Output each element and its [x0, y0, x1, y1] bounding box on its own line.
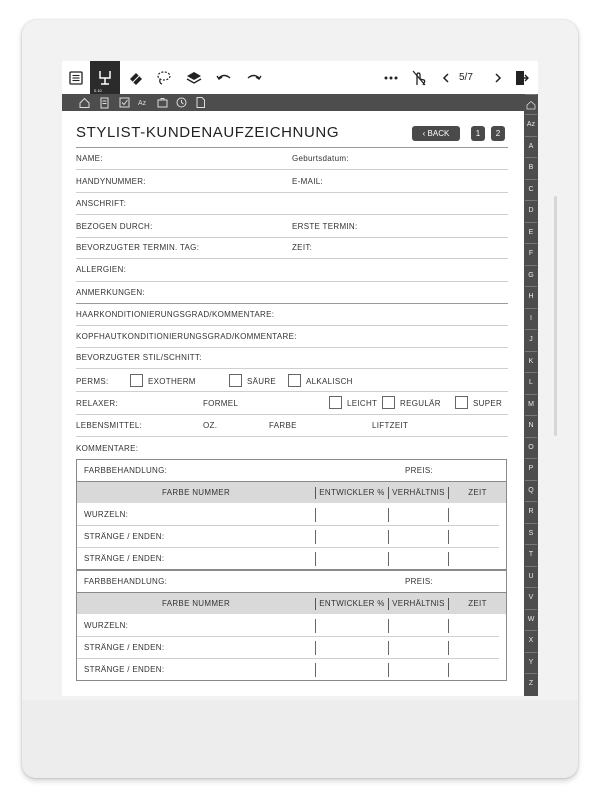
hair-condition-label: HAARKONDITIONIERUNGSGRAD/KOMMENTARE:: [76, 310, 275, 319]
liftzeit-label: LIFTZEIT: [372, 421, 409, 430]
color-treatment-table-1: [76, 459, 507, 570]
col-ratio: VERHÄLTNIS: [392, 488, 445, 497]
alkalisch-label: ALKALISCH: [306, 377, 353, 386]
row-divider: [76, 281, 508, 282]
tablet-bezel-bottom: [22, 700, 578, 778]
preferred-style-label: BEVORZUGTER STIL/SCHNITT:: [76, 353, 202, 362]
col-developer: ENTWICKLER %: [319, 488, 385, 497]
back-button[interactable]: [412, 126, 460, 141]
row-divider: [76, 214, 508, 215]
row-divider: [76, 368, 508, 369]
row-label: STRÄNGE / ENDEN:: [84, 665, 165, 674]
redo-icon[interactable]: [242, 61, 266, 94]
tab-letter[interactable]: K: [525, 351, 537, 372]
row-divider: [77, 636, 499, 637]
cell-divider: [448, 641, 449, 655]
home-icon[interactable]: [78, 96, 91, 109]
super-label: SUPER: [473, 399, 503, 408]
back-chevron-icon: ‹: [422, 129, 426, 138]
tab-letter[interactable]: G: [525, 265, 537, 286]
oz-label: OZ.: [203, 421, 218, 430]
name-label: NAME:: [76, 154, 103, 163]
cell-divider: [388, 552, 389, 566]
template-nav-strip: [62, 94, 538, 111]
checkbox-list-icon[interactable]: [118, 96, 131, 109]
regular-checkbox[interactable]: [382, 396, 395, 409]
exotherm-label: EXOTHERM: [148, 377, 196, 386]
leicht-checkbox[interactable]: [329, 396, 342, 409]
tab-letter[interactable]: Z: [525, 673, 537, 694]
lasso-icon[interactable]: [152, 61, 176, 94]
side-scrollbar[interactable]: [554, 196, 557, 436]
cell-divider: [448, 508, 449, 522]
cell-divider: [315, 663, 316, 677]
cell-divider: [315, 552, 316, 566]
col-color-number: FARBE NUMMER: [161, 599, 231, 608]
email-label: E-MAIL:: [292, 177, 323, 186]
toolbar: [62, 61, 538, 94]
tab-letter[interactable]: X: [525, 630, 537, 651]
perms-label: PERMS:: [76, 377, 109, 386]
farbe-label: FARBE: [269, 421, 297, 430]
row-divider: [76, 414, 508, 415]
color-treatment-label: FARBBEHANDLUNG:: [84, 466, 168, 475]
header-divider: [448, 598, 449, 610]
svg-text:Az: Az: [138, 100, 147, 107]
tablet-screen: [62, 61, 538, 696]
formel-label: FORMEL: [203, 399, 239, 408]
cell-divider: [448, 663, 449, 677]
row-divider: [76, 303, 508, 304]
page-2-button[interactable]: 2: [491, 126, 505, 141]
undo-icon[interactable]: [212, 61, 236, 94]
row-label: STRÄNGE / ENDEN:: [84, 643, 165, 652]
notes-label: ANMERKUNGEN:: [76, 288, 145, 297]
super-checkbox[interactable]: [455, 396, 468, 409]
layers-icon[interactable]: [182, 61, 206, 94]
history-icon[interactable]: [175, 96, 188, 109]
cell-divider: [448, 530, 449, 544]
row-divider: [76, 325, 508, 326]
page-1-button[interactable]: 1: [471, 126, 485, 141]
tab-letter[interactable]: O: [525, 437, 537, 458]
saure-checkbox[interactable]: [229, 374, 242, 387]
tab-letter[interactable]: L: [525, 372, 537, 393]
tab-letter[interactable]: I: [525, 308, 537, 329]
row-label: WURZELN:: [84, 510, 129, 519]
row-label: WURZELN:: [84, 621, 129, 630]
relaxer-label: RELAXER:: [76, 399, 118, 408]
cell-divider: [315, 508, 316, 522]
tab-letter[interactable]: N: [525, 415, 537, 436]
alphabet-index-icon[interactable]: [137, 96, 150, 109]
row-divider: [76, 169, 508, 170]
cell-divider: [315, 641, 316, 655]
cell-divider: [448, 619, 449, 633]
blank-page-icon[interactable]: [194, 96, 207, 109]
col-time: ZEIT: [468, 599, 487, 608]
tab-letter[interactable]: T: [525, 544, 537, 565]
mobile-label: HANDYNUMMER:: [76, 177, 146, 186]
tab-letter[interactable]: S: [525, 523, 537, 544]
page-title: STYLIST-KUNDENAUFZEICHNUNG: [76, 124, 340, 141]
header-divider: [315, 487, 316, 499]
row-divider: [77, 525, 499, 526]
tab-letter[interactable]: Q: [525, 480, 537, 501]
row-divider: [77, 658, 499, 659]
touch-toggle-icon[interactable]: [408, 61, 430, 94]
row-divider: [76, 436, 508, 437]
cell-divider: [388, 641, 389, 655]
cell-divider: [315, 530, 316, 544]
first-appointment-label: ERSTE TERMIN:: [292, 222, 358, 231]
header-divider: [388, 598, 389, 610]
tab-home-icon[interactable]: [525, 94, 537, 115]
row-divider: [76, 391, 508, 392]
col-ratio: VERHÄLTNIS: [392, 599, 445, 608]
pen-size-label: 0.10: [94, 88, 102, 93]
row-divider: [76, 258, 508, 259]
tab-letter[interactable]: C: [525, 179, 537, 200]
row-divider: [76, 192, 508, 193]
page-indicator: 5/7: [459, 72, 473, 83]
header-divider: [448, 487, 449, 499]
col-color-number: FARBE NUMMER: [161, 488, 231, 497]
tab-letter[interactable]: J: [525, 329, 537, 350]
price-label: PREIS:: [405, 577, 434, 586]
pen-tool-button[interactable]: [90, 61, 120, 94]
row-label: STRÄNGE / ENDEN:: [84, 554, 165, 563]
tab-letter[interactable]: E: [525, 222, 537, 243]
birthdate-label: Geburtsdatum:: [292, 154, 349, 163]
price-label: PREIS:: [405, 466, 434, 475]
alphabet-tabs: [524, 94, 538, 696]
row-divider: [76, 347, 508, 348]
alkalisch-checkbox[interactable]: [288, 374, 301, 387]
tab-letter[interactable]: D: [525, 200, 537, 221]
cell-divider: [315, 619, 316, 633]
next-page-icon[interactable]: [490, 61, 506, 94]
tab-letter[interactable]: H: [525, 286, 537, 307]
more-options-icon[interactable]: [380, 61, 402, 94]
lebensmittel-label: LEBENSMITTEL:: [76, 421, 143, 430]
tab-letter[interactable]: W: [525, 609, 537, 630]
regular-label: REGULÄR: [400, 399, 441, 408]
eraser-icon[interactable]: [124, 61, 148, 94]
tab-letter[interactable]: P: [525, 458, 537, 479]
previous-page-icon[interactable]: [438, 61, 454, 94]
header-divider: [388, 487, 389, 499]
header-divider: [315, 598, 316, 610]
tab-letter[interactable]: Y: [525, 652, 537, 673]
briefcase-icon[interactable]: [156, 96, 169, 109]
time-label: ZEIT:: [292, 243, 313, 252]
row-label: STRÄNGE / ENDEN:: [84, 532, 165, 541]
tab-letter[interactable]: R: [525, 501, 537, 522]
back-button-label: BACK: [427, 129, 450, 138]
kommentare-label: KOMMENTARE:: [76, 444, 139, 453]
tab-letter[interactable]: B: [525, 157, 537, 178]
tab-letter[interactable]: A: [525, 136, 537, 157]
clipboard-icon[interactable]: [98, 96, 111, 109]
cell-divider: [388, 619, 389, 633]
referred-by-label: BEZOGEN DURCH:: [76, 222, 153, 231]
tab-letter[interactable]: V: [525, 587, 537, 608]
address-label: ANSCHRIFT:: [76, 199, 127, 208]
color-treatment-label: FARBBEHANDLUNG:: [84, 577, 168, 586]
saure-label: SÄURE: [247, 377, 277, 386]
tab-letter[interactable]: M: [525, 394, 537, 415]
tab-letter[interactable]: Az: [525, 114, 537, 135]
leicht-label: LEICHT: [347, 399, 378, 408]
col-time: ZEIT: [468, 488, 487, 497]
cell-divider: [388, 663, 389, 677]
scalp-condition-label: KOPFHAUTKONDITIONIERUNGSGRAD/KOMMENTARE:: [76, 332, 297, 341]
document-menu-icon[interactable]: [64, 61, 88, 94]
preferred-day-label: BEVORZUGTER TERMIN. TAG:: [76, 243, 200, 252]
col-developer: ENTWICKLER %: [319, 599, 385, 608]
allergies-label: ALLERGIEN:: [76, 265, 127, 274]
color-treatment-table-2: [76, 570, 507, 681]
cell-divider: [388, 530, 389, 544]
exit-document-icon[interactable]: [512, 61, 532, 94]
cell-divider: [388, 508, 389, 522]
cell-divider: [448, 552, 449, 566]
row-divider: [77, 547, 499, 548]
exotherm-checkbox[interactable]: [130, 374, 143, 387]
title-underline: [76, 147, 508, 148]
tab-letter[interactable]: F: [525, 243, 537, 264]
tab-letter[interactable]: U: [525, 566, 537, 587]
row-divider: [76, 237, 508, 238]
